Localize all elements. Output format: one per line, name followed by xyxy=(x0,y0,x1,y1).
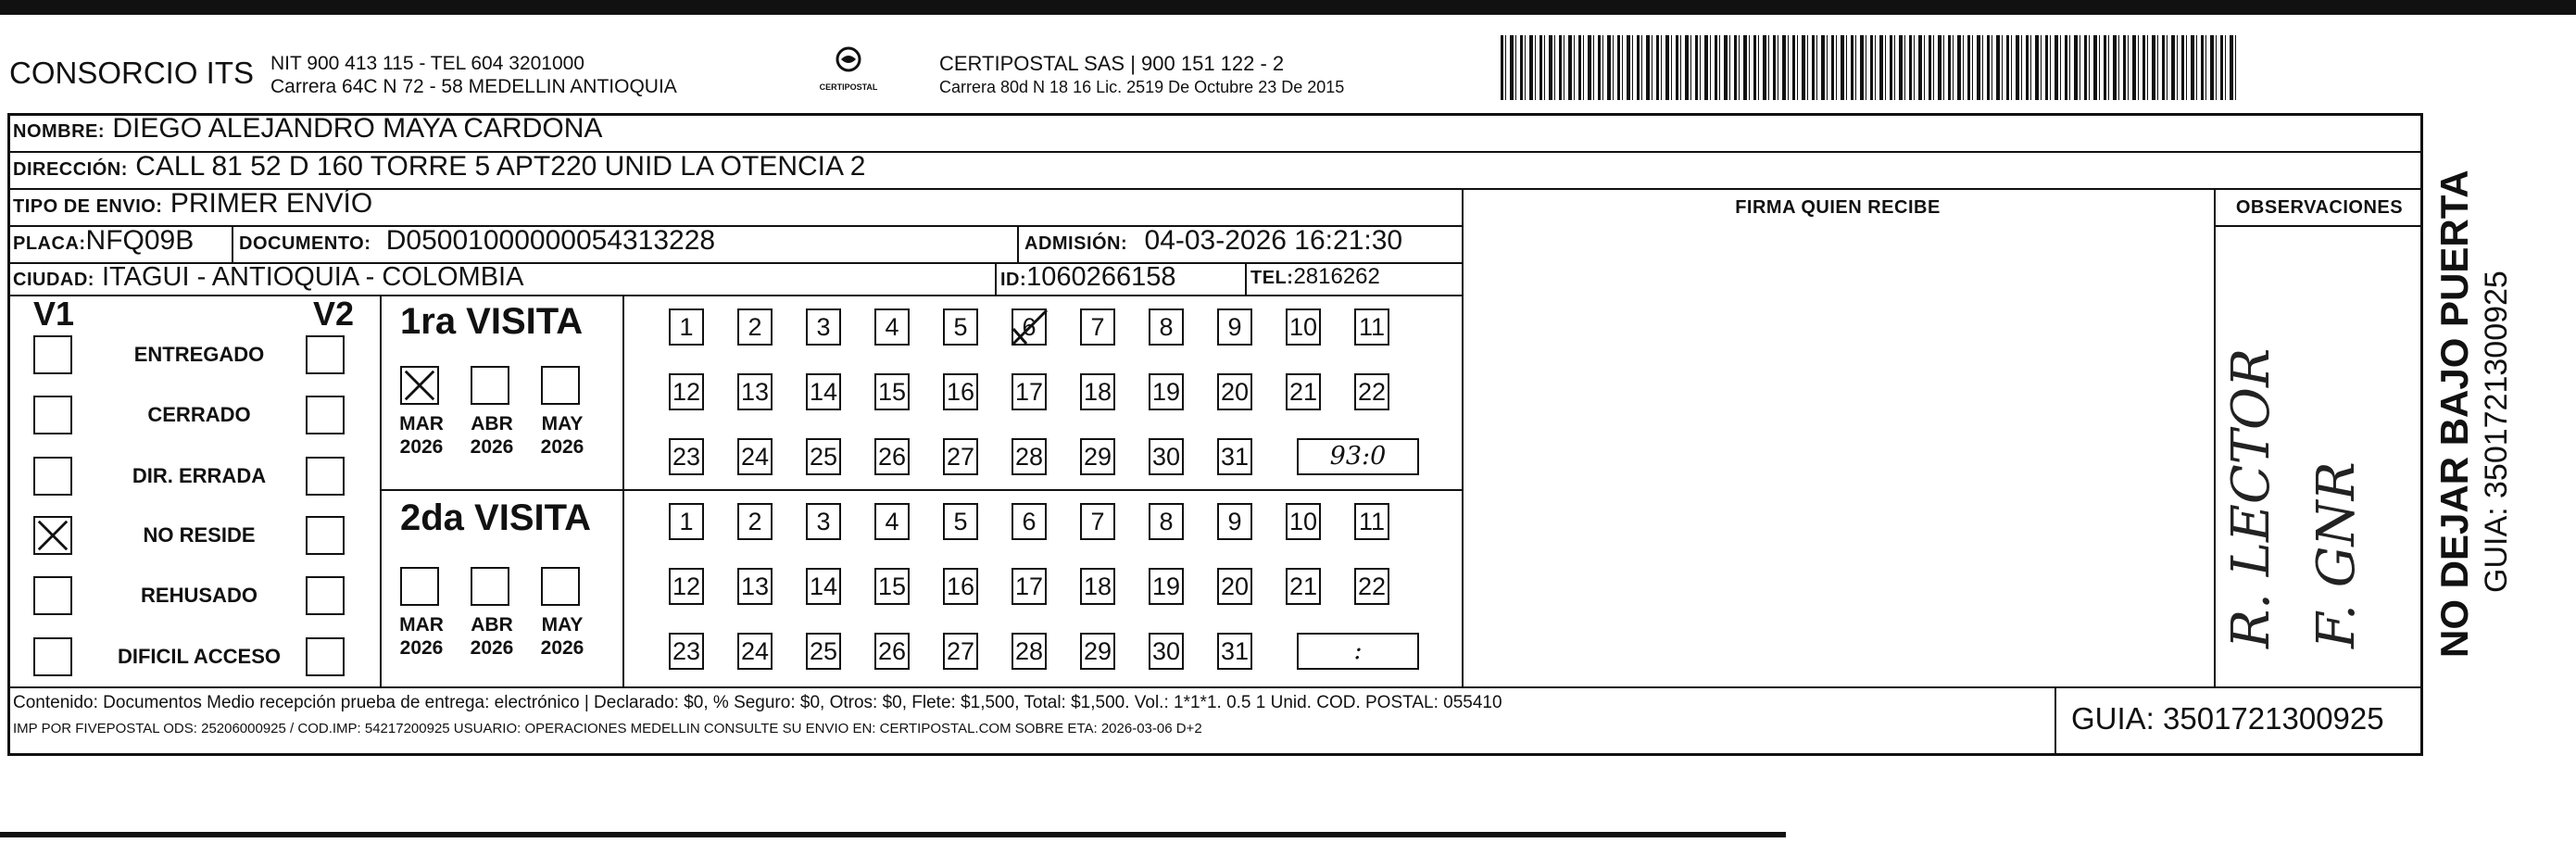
row-line xyxy=(7,686,2423,688)
status-label: CERRADO xyxy=(147,403,251,426)
x-mark-icon xyxy=(402,368,437,403)
visit1-day-box[interactable]: 8 xyxy=(1149,308,1184,346)
visit2-day-box[interactable]: 10 xyxy=(1286,503,1321,540)
footer-guia: GUIA: 3501721300925 xyxy=(2071,701,2384,736)
top-border-bar xyxy=(0,0,2576,15)
visit-divider xyxy=(380,489,1462,491)
visit1-day-box[interactable]: 26 xyxy=(874,438,910,475)
visit2-day-box[interactable]: 7 xyxy=(1080,503,1115,540)
observation-handwriting-2: F. GNR xyxy=(2306,461,2367,648)
visit2-day-box[interactable]: 29 xyxy=(1080,633,1115,670)
obs-column-divider xyxy=(2214,188,2216,686)
visit1-day-box[interactable]: 21 xyxy=(1286,373,1321,410)
visit1-day-box[interactable]: 15 xyxy=(874,373,910,410)
visit1-day-box[interactable]: 6 xyxy=(1012,308,1047,346)
v1-checkbox[interactable] xyxy=(33,637,72,676)
visit2-month-checkbox[interactable] xyxy=(471,567,509,606)
visit1-time-box[interactable]: 93:0 xyxy=(1297,438,1419,475)
visit2-day-box[interactable]: 22 xyxy=(1354,568,1389,605)
visit1-title: 1ra VISITA xyxy=(400,301,584,342)
visit2-day-box[interactable]: 31 xyxy=(1217,633,1252,670)
documento-value: D05001000000054313228 xyxy=(385,225,716,256)
visit1-month-label: ABR 2026 xyxy=(470,413,514,458)
visit2-month-checkbox[interactable] xyxy=(541,567,580,606)
tel-label: TEL: xyxy=(1250,268,1294,288)
status-label: DIFICIL ACCESO xyxy=(117,645,281,668)
visit2-day-box[interactable]: 4 xyxy=(874,503,910,540)
v1-checkbox[interactable] xyxy=(33,457,72,496)
cell-divider xyxy=(1017,225,1019,262)
status-label: REHUSADO xyxy=(141,584,258,607)
visit2-day-box[interactable]: 28 xyxy=(1012,633,1047,670)
certipostal-logo xyxy=(811,46,886,92)
visit1-day-box[interactable]: 3 xyxy=(806,308,841,346)
visit2-day-box[interactable]: 13 xyxy=(737,568,773,605)
visit1-day-box[interactable]: 9 xyxy=(1217,308,1252,346)
documento-label: DOCUMENTO: xyxy=(239,233,371,254)
row-line xyxy=(7,295,1462,296)
visit2-day-box[interactable]: 20 xyxy=(1217,568,1252,605)
visit2-day-box[interactable]: 8 xyxy=(1149,503,1184,540)
id-label: ID: xyxy=(1000,270,1027,290)
observation-handwriting-1: R. LECTOR xyxy=(2221,347,2281,648)
operator-address: Carrera 80d N 18 16 Lic. 2519 De Octubre 23 De 2015 xyxy=(939,78,1345,96)
observaciones-header: OBSERVACIONES xyxy=(2235,197,2404,218)
visit1-day-box[interactable]: 28 xyxy=(1012,438,1047,475)
visit2-month-label: MAR 2026 xyxy=(399,614,444,659)
v1-checkbox[interactable] xyxy=(33,335,72,374)
visit1-day-box[interactable]: 19 xyxy=(1149,373,1184,410)
footer-divider xyxy=(2055,686,2056,756)
visit2-day-box[interactable]: 3 xyxy=(806,503,841,540)
direccion-label: DIRECCIÓN: xyxy=(13,159,128,180)
id-value: 1060266158 xyxy=(1026,262,1176,292)
visit2-day-box[interactable]: 23 xyxy=(669,633,704,670)
v1-checkbox[interactable] xyxy=(33,396,72,434)
visit1-day-box[interactable]: 17 xyxy=(1012,373,1047,410)
company-nit: NIT 900 413 115 - TEL 604 3201000 xyxy=(270,53,584,74)
visit2-day-box[interactable]: 26 xyxy=(874,633,910,670)
cell-divider xyxy=(1245,262,1247,295)
placa-value: NFQ09B xyxy=(85,225,195,256)
visit2-day-box[interactable]: 14 xyxy=(806,568,841,605)
visit2-day-box[interactable]: 9 xyxy=(1217,503,1252,540)
v1-checkbox[interactable] xyxy=(33,516,72,555)
visit2-day-box[interactable]: 24 xyxy=(737,633,773,670)
cell-divider xyxy=(232,225,233,262)
visit2-day-box[interactable]: 15 xyxy=(874,568,910,605)
ciudad-label: CIUDAD: xyxy=(13,270,94,290)
v2-checkbox[interactable] xyxy=(306,457,345,496)
day-check-icon xyxy=(1010,307,1050,347)
v2-header: V2 xyxy=(313,295,355,333)
nombre-label: NOMBRE: xyxy=(13,121,106,142)
recipient-name: DIEGO ALEJANDRO MAYA CARDONA xyxy=(112,113,603,144)
visit1-day-box[interactable]: 31 xyxy=(1217,438,1252,475)
visit1-day-box[interactable]: 10 xyxy=(1286,308,1321,346)
visit1-day-box[interactable]: 12 xyxy=(669,373,704,410)
recipient-address: CALL 81 52 D 160 TORRE 5 APT220 UNID LA OTENCIA 2 xyxy=(135,151,866,182)
visit2-day-box[interactable]: 5 xyxy=(943,503,978,540)
visit2-day-box[interactable]: 21 xyxy=(1286,568,1321,605)
visit1-day-box[interactable]: 2 xyxy=(737,308,773,346)
logo-text: CERTIPOSTAL xyxy=(819,82,878,92)
visit2-day-box[interactable]: 18 xyxy=(1080,568,1115,605)
v2-checkbox[interactable] xyxy=(306,516,345,555)
tel-value: 2816262 xyxy=(1293,264,1380,289)
visit2-day-box[interactable]: 11 xyxy=(1354,503,1389,540)
visit2-day-box[interactable]: 16 xyxy=(943,568,978,605)
visit2-day-box[interactable]: 17 xyxy=(1012,568,1047,605)
visit2-day-box[interactable]: 30 xyxy=(1149,633,1184,670)
visit1-month-label: MAY 2026 xyxy=(540,413,584,458)
firma-header: FIRMA QUIEN RECIBE xyxy=(1735,197,1941,218)
visit1-month-checkbox[interactable] xyxy=(471,366,509,405)
v2-checkbox[interactable] xyxy=(306,637,345,676)
cell-divider xyxy=(995,262,997,295)
v1-checkbox[interactable] xyxy=(33,576,72,615)
status-label: DIR. ERRADA xyxy=(132,464,267,487)
status-label: ENTREGADO xyxy=(133,343,265,366)
footer-contenido: Contenido: Documentos Medio recepción prueba de entrega: electrónico | Declarado: $0, % Seguro: $0, Otros: $0, Flete: $1,500, Total: $1,500. Vol.: 1*1*1. 0.5 1 Unid. COD. POSTAL: 055410 xyxy=(13,693,1502,712)
visit2-day-box[interactable]: 2 xyxy=(737,503,773,540)
visit1-day-box[interactable]: 27 xyxy=(943,438,978,475)
visit2-day-box[interactable]: 6 xyxy=(1012,503,1047,540)
row-line xyxy=(2214,225,2423,227)
tipo-envio: PRIMER ENVÍO xyxy=(170,188,373,219)
visit1-day-box[interactable]: 25 xyxy=(806,438,841,475)
visit1-day-box[interactable]: 24 xyxy=(737,438,773,475)
x-mark-icon xyxy=(35,518,70,553)
visit1-day-box[interactable]: 22 xyxy=(1354,373,1389,410)
barcode xyxy=(1501,35,2239,100)
placa-label: PLACA: xyxy=(13,233,86,254)
visit1-day-box[interactable]: 23 xyxy=(669,438,704,475)
admision-label: ADMISIÓN: xyxy=(1024,233,1128,254)
status-label: NO RESIDE xyxy=(143,523,256,547)
visit2-month-label: MAY 2026 xyxy=(540,614,584,659)
visit2-month-label: ABR 2026 xyxy=(470,614,514,659)
visit1-day-box[interactable]: 11 xyxy=(1354,308,1389,346)
company-name: CONSORCIO ITS xyxy=(9,56,255,90)
visit2-month-checkbox[interactable] xyxy=(400,567,439,606)
visit1-day-box[interactable]: 5 xyxy=(943,308,978,346)
v2-checkbox[interactable] xyxy=(306,396,345,434)
tipo-envio-label: TIPO DE ENVIO: xyxy=(13,196,163,217)
visit1-month-checkbox[interactable] xyxy=(400,366,439,405)
visit1-day-box[interactable]: 30 xyxy=(1149,438,1184,475)
firma-column-divider xyxy=(1462,188,1464,686)
operator-name: CERTIPOSTAL SAS | 900 151 122 - 2 xyxy=(939,52,1285,75)
visit2-day-box[interactable]: 1 xyxy=(669,503,704,540)
visit1-day-box[interactable]: 4 xyxy=(874,308,910,346)
side-warning: NO DEJAR BAJO PUERTA xyxy=(2432,170,2476,658)
visit1-day-box[interactable]: 18 xyxy=(1080,373,1115,410)
visit1-month-label: MAR 2026 xyxy=(399,413,444,458)
visit2-title: 2da VISITA xyxy=(400,497,591,538)
v2-checkbox[interactable] xyxy=(306,335,345,374)
visit1-day-box[interactable]: 7 xyxy=(1080,308,1115,346)
logo-icon xyxy=(830,46,867,78)
visit1-month-checkbox[interactable] xyxy=(541,366,580,405)
visit2-day-box[interactable]: 19 xyxy=(1149,568,1184,605)
v2-checkbox[interactable] xyxy=(306,576,345,615)
visit1-day-box[interactable]: 14 xyxy=(806,373,841,410)
ciudad-value: ITAGUI - ANTIOQUIA - COLOMBIA xyxy=(102,262,524,292)
visit2-day-box[interactable]: 25 xyxy=(806,633,841,670)
footer-imp: IMP POR FIVEPOSTAL ODS: 25206000925 / COD.IMP: 54217200925 USUARIO: OPERACIONES MEDELLIN CONSULTE SU ENVIO EN: CERTIPOSTAL.COM SOBRE ETA: 2026-03-06 D+2 xyxy=(13,721,1202,736)
visit1-day-box[interactable]: 13 xyxy=(737,373,773,410)
company-address: Carrera 64C N 72 - 58 MEDELLIN ANTIOQUIA xyxy=(270,76,677,97)
v1-header: V1 xyxy=(33,295,75,333)
visit2-time-box[interactable]: : xyxy=(1297,633,1419,670)
visit1-day-box[interactable]: 20 xyxy=(1217,373,1252,410)
bottom-border-bar xyxy=(0,832,1786,837)
visit2-day-box[interactable]: 12 xyxy=(669,568,704,605)
visit1-day-box[interactable]: 29 xyxy=(1080,438,1115,475)
visit1-day-box[interactable]: 1 xyxy=(669,308,704,346)
visit2-day-box[interactable]: 27 xyxy=(943,633,978,670)
admision-value: 04-03-2026 16:21:30 xyxy=(1144,225,1403,256)
side-guia: GUIA: 3501721300925 xyxy=(2479,271,2514,593)
visit1-day-box[interactable]: 16 xyxy=(943,373,978,410)
